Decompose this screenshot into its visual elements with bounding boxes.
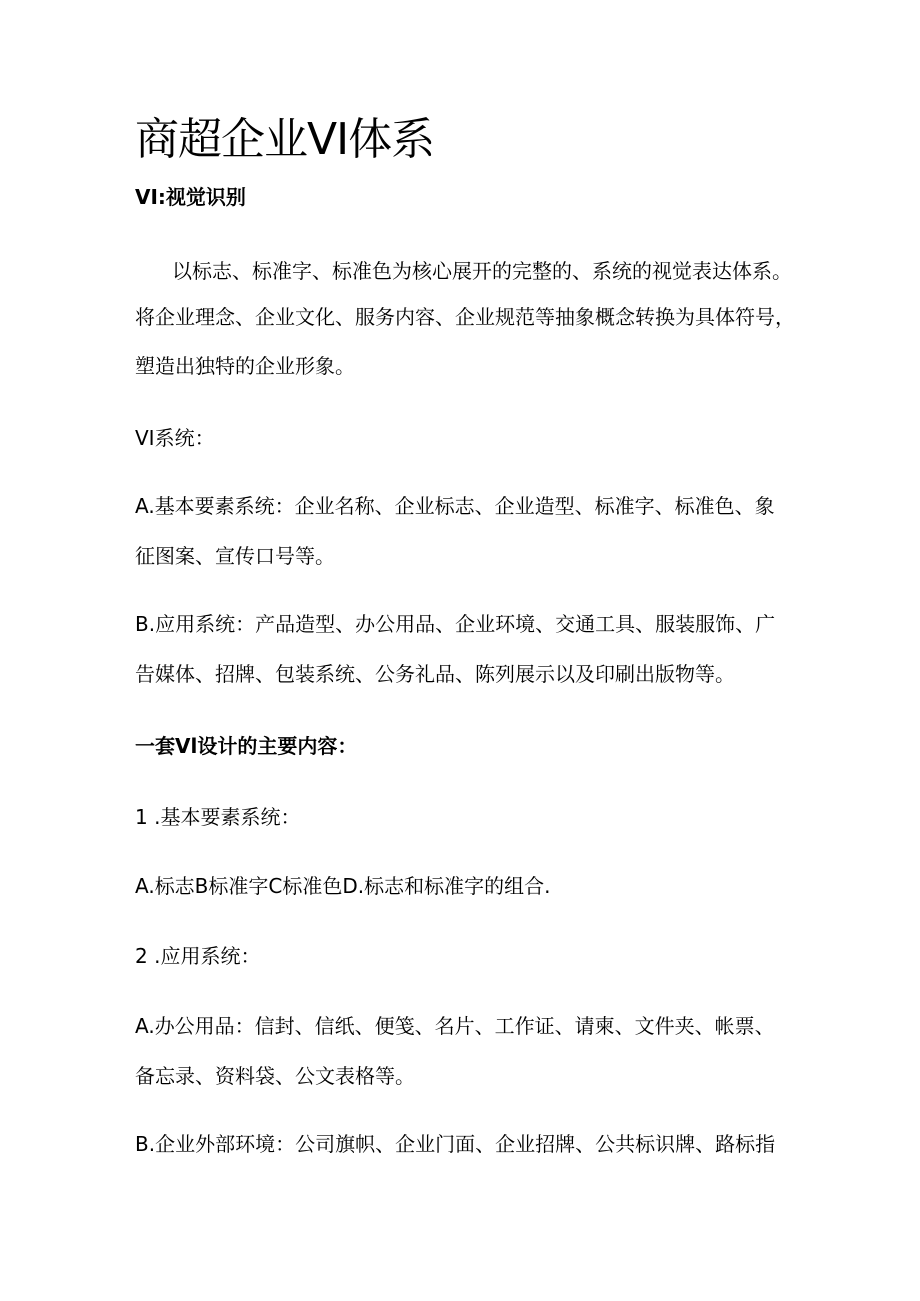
item2-a-line-2: 备忘录、资料袋、公文表格等。 (135, 1064, 415, 1088)
section-a-line-2: 征图案、宣传口号等。 (135, 544, 335, 568)
section-b-line-1: B.应用系统：产品造型、办公用品、企业环境、交通工具、服装服饰、广 (135, 612, 776, 636)
vi-system-heading: VI系统： (135, 426, 215, 450)
item2-heading: 2 .应用系统： (135, 944, 261, 968)
item2-b-line-1: B.企业外部环境：公司旗帜、企业门面、企业招牌、公共标识牌、路标指 (135, 1132, 776, 1156)
section-b-line-2: 告媒体、招牌、包装系统、公务礼品、陈列展示以及印刷出版物等。 (135, 662, 735, 686)
item1-heading: 1 .基本要素系统： (135, 805, 301, 829)
item1-content: A.标志B标准字C标准色D.标志和标准字的组合. (135, 874, 551, 898)
subtitle-vi: VI:视觉识别 (135, 185, 246, 209)
document-title: 商超企业VI体系 (135, 114, 435, 165)
section-a-line-1: A.基本要素系统：企业名称、企业标志、企业造型、标准字、标准色、象 (135, 494, 775, 518)
item2-a-line-1: A.办公用品：信封、信纸、便笺、名片、工作证、请柬、文件夹、帐票、 (135, 1014, 775, 1038)
main-content-heading: 一套Vl设计的主要内容： (135, 734, 358, 758)
intro-line-1: 以标志、标准字、标准色为核心展开的完整的、系统的视觉表达体系。 (172, 259, 792, 283)
intro-line-2: 将企业理念、企业文化、服务内容、企业规范等抽象概念转换为具体符号， (135, 305, 795, 329)
intro-line-3: 塑造出独特的企业形象。 (135, 354, 355, 378)
